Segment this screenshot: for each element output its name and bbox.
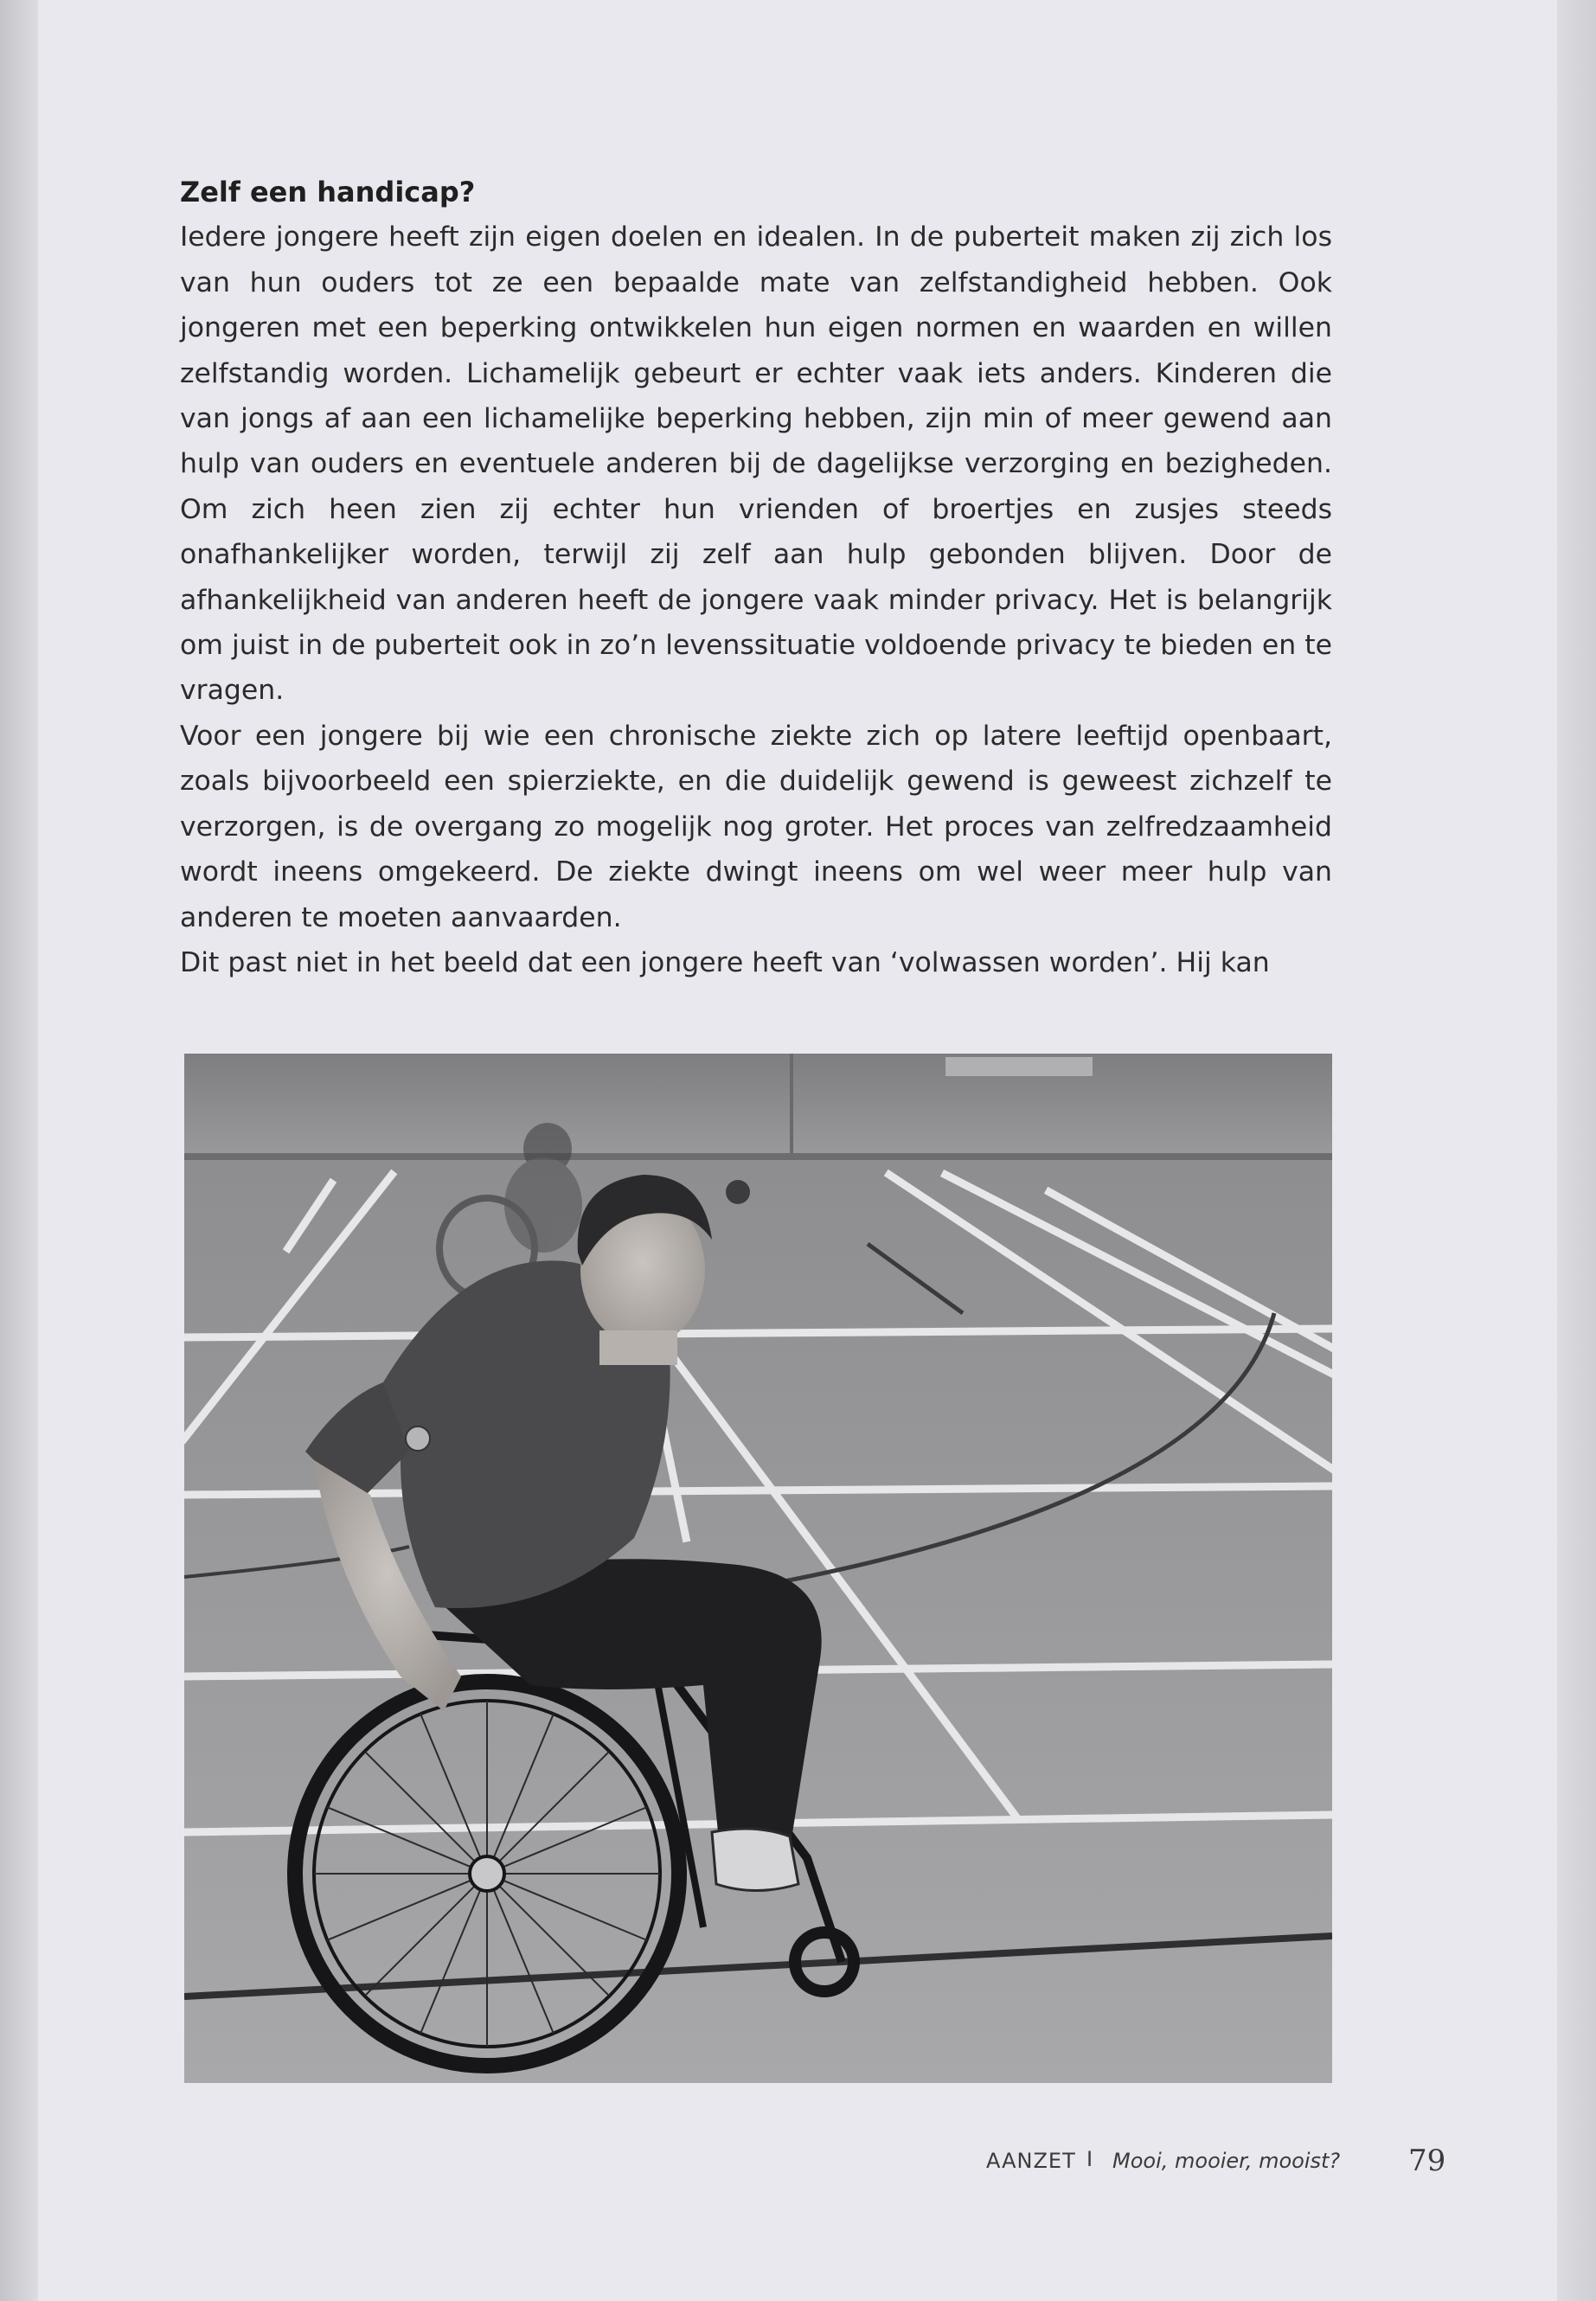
footer-separator: I (1086, 2147, 1093, 2171)
page-footer (986, 2144, 1453, 2178)
section-heading: Zelf een handicap? (180, 176, 476, 208)
photo-wheelchair-sports-hall (184, 1054, 1332, 2083)
page-number: 79 (1408, 2144, 1446, 2178)
page-edge-right (1557, 0, 1596, 2301)
body-text (180, 170, 1332, 985)
paragraph-3: Dit past niet in het beeld dat een jongere heeft van ‘volwassen worden’. Hij kan (180, 946, 1270, 978)
paragraph-2: Voor een jongere bij wie een chronische ziekte zich op latere leeftijd openbaart, zoals bijvoorbeeld een spierziekte, en die duidelijk gewend is geweest zichzelf te verzorgen, is de overgang zo mogelijk nog groter. Het proces van zelfredzaamheid wordt ineens omgekeerd. De ziekte dwingt ineens om wel weer meer hulp van anderen te moeten aanvaarden. (180, 720, 1332, 933)
page-edge-left (0, 0, 38, 2301)
paragraph-1: Iedere jongere heeft zijn eigen doelen en idealen. In de puberteit maken zij zich los van hun ouders tot ze een bepaalde mate van zelfstandigheid hebben. Ook jongeren met een beperking ontwikkelen hun eigen normen en waarden en willen zelfstandig worden. Lichamelijk gebeurt er echter vaak iets anders. Kinderen die van jongs af aan een lichamelijke beperking hebben, zijn min of meer gewend aan hulp van ouders en eventuele anderen bij de dagelijkse verzorging en bezigheden. Om zich heen zien zij echter hun vrienden of broertjes en zusjes steeds onafhankelijker worden, terwijl zij zelf aan hulp gebonden blijven. Door de afhankelijkheid van anderen heeft de jongere vaak minder privacy. Het is belangrijk om juist in de puberteit ook in zo’n levenssituatie voldoende privacy te bieden en te vragen. (180, 221, 1332, 707)
footer-series-title: AANZET (986, 2149, 1076, 2173)
footer-subtitle: Mooi, mooier, mooist? (1112, 2149, 1341, 2173)
